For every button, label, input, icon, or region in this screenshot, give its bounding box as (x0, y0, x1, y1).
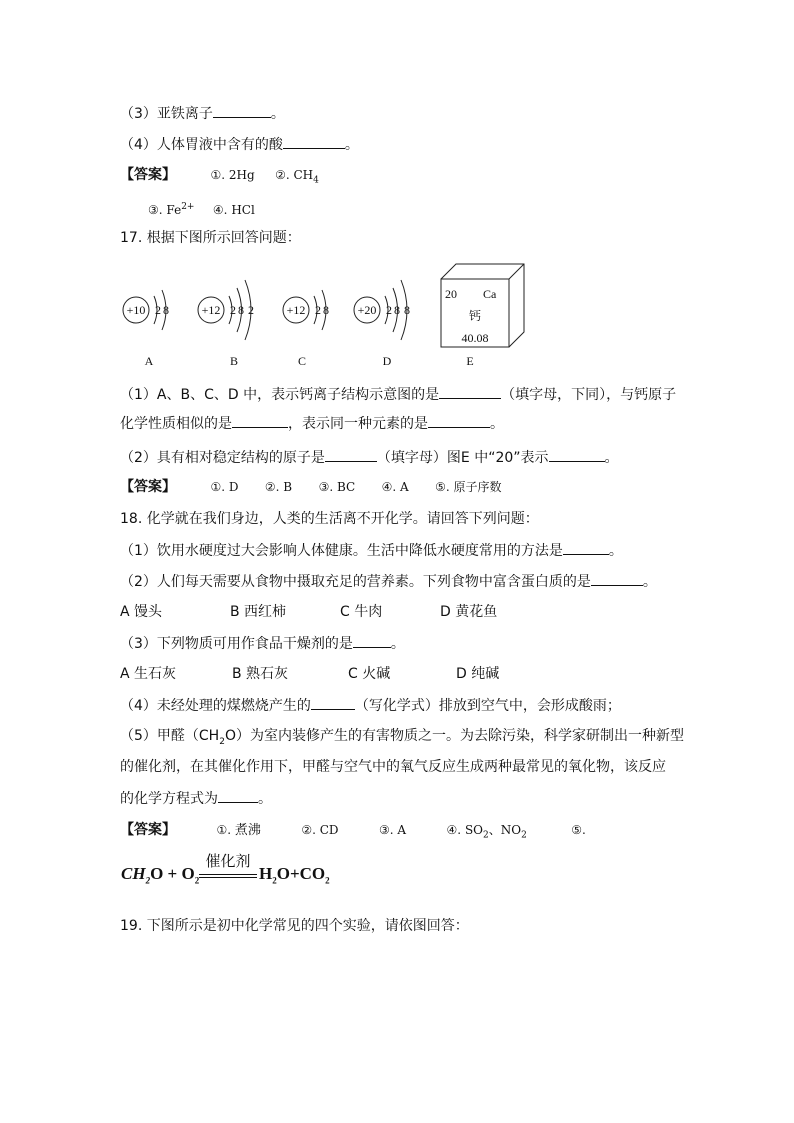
q19-title: 19. 下图所示是初中化学常见的四个实验，请依图回答： (120, 918, 469, 934)
q16-line-3: （3）亚铁离子 。 (120, 103, 285, 124)
option-d: D 纯碱 (456, 666, 500, 682)
equation-line-2 (199, 877, 257, 878)
diagram-label-e: E (466, 354, 474, 368)
option-d: D 黄花鱼 (440, 604, 498, 620)
option-c: C 牛肉 (340, 604, 383, 620)
atom-d-shell-3: 8 (404, 303, 410, 317)
q18-part-5-end: 的化学方程式为 。 (120, 788, 272, 809)
answer-3: ③. $Fe^{2+}$ (148, 202, 195, 217)
answer-blank (591, 571, 643, 586)
element-mass: 40.08 (461, 331, 489, 345)
q16-answer-2 (148, 197, 255, 220)
atom-d-shell-1: 2 (386, 303, 392, 317)
atom-d-nucleus: +20 (357, 303, 377, 317)
answer-4: ④. $SO_2$、$NO_2$ (446, 823, 527, 841)
diagram-label-d: D (382, 354, 392, 368)
answer-blank (428, 413, 490, 428)
atom-b-nucleus: +12 (201, 303, 221, 317)
answer-1: ①. 煮沸 (216, 823, 261, 838)
atom-a-shell-1: 2 (155, 303, 161, 317)
answer-4: ④. A (381, 480, 409, 494)
q18-title: 18. 化学就在我们身边，人类的生活离不开化学。请回答下列问题： (120, 511, 539, 527)
answer-blank (439, 384, 501, 399)
answer-2: ②. $CH_4$ (275, 168, 319, 186)
atom-b-shell-2: 8 (238, 303, 244, 317)
atom-a-nucleus: +10 (126, 303, 146, 317)
answer-1: ①. 2Hg (210, 168, 255, 182)
atom-c-nucleus: +12 (286, 303, 306, 317)
equation-catalyst: 催化剂 (205, 852, 251, 870)
answer-2: ②. B (264, 480, 293, 494)
diagram-label-a: A (144, 354, 154, 368)
q18-answer: 【答案】 ①. 煮沸 ②. CD ③. A ④. $SO_2$、$NO_2$ ⑤. (120, 822, 586, 841)
option-b: B 熟石灰 (232, 666, 289, 682)
q17-part-1: （1）A、B、C、D 中，表示钙离子结构示意图的是 （填字母，下同），与钙原子 (120, 384, 676, 405)
answer-blank (563, 540, 609, 555)
q18-options-3 (120, 664, 499, 684)
q17-part-2: （2）具有相对稳定结构的原子是 （填字母）图E 中“20”表示 。 (120, 447, 619, 468)
diagram-label-b: B (229, 354, 239, 368)
element-number: 20 (445, 287, 457, 301)
answer-blank (311, 695, 355, 710)
equation-lhs: $CH_2O + O_2$ (121, 864, 200, 886)
equation-rhs: $H_2O+CO_2$ (259, 864, 330, 886)
option-a: A 馒头 (120, 604, 163, 620)
q18-options-2 (120, 602, 497, 622)
option-b: B 西红柿 (230, 604, 287, 620)
q18-part-2: （2）人们每天需要从食物中摄取充足的营养素。下列食物中富含蛋白质的是 。 (120, 571, 657, 592)
q18-part-5-cont: 的催化剂，在其催化作用下，甲醛与空气中的氧气反应生成两种最常见的氧化物，该反应 (120, 759, 666, 775)
diagram-label-c: C (297, 354, 307, 368)
atom-a-shell-2: 8 (163, 303, 169, 317)
answer-blank (213, 103, 271, 118)
q16-answer: 【答案】 ①. 2Hg ②. $CH_4$ (120, 167, 319, 186)
q18-part-1: （1）饮用水硬度过大会影响人体健康。生活中降低水硬度常用的方法是 。 (120, 540, 623, 561)
q18-part-3: （3）下列物质可用作食品干燥剂的是 。 (120, 633, 405, 654)
atom-b-shell-3: 2 (248, 303, 254, 317)
answer-5: ⑤. (571, 823, 586, 837)
q17-part-1-cont: 化学性质相似的是 ，表示同一种元素的是 。 (120, 413, 504, 434)
element-symbol: Ca (483, 287, 497, 301)
answer-blank (218, 788, 258, 803)
q17-answer: 【答案】 ①. D ②. B ③. BC ④. A ⑤. 原子序数 (120, 479, 502, 495)
answer-blank (283, 134, 345, 149)
option-a: A 生石灰 (120, 666, 177, 682)
answer-blank (232, 413, 288, 428)
answer-3: ③. A (379, 823, 407, 837)
q16-line-4: （4）人体胃液中含有的酸 。 (120, 134, 359, 155)
q18-part-5: （5）甲醛$(CH_2O)$为室内装修产生的有害物质之一。为去除污染，科学家研制出一种新型 (120, 728, 684, 747)
atom-c-shell-1: 2 (315, 303, 321, 317)
answer-blank (353, 633, 391, 648)
answer-2: ②. CD (301, 823, 339, 837)
equation-line-1 (199, 874, 257, 875)
answer-blank (549, 447, 605, 462)
answer-1: ①. D (210, 480, 239, 494)
atom-c-shell-2: 8 (323, 303, 329, 317)
answer-blank (325, 447, 377, 462)
element-name: 钙 (468, 309, 482, 323)
atomic-structure-diagram (118, 258, 538, 368)
atom-b-shell-1: 2 (230, 303, 236, 317)
q18-part-4: （4）未经处理的煤燃烧产生的 （写化学式）排放到空气中，会形成酸雨； (120, 695, 621, 716)
option-c: C 火碱 (348, 666, 391, 682)
answer-5: ⑤. 原子序数 (435, 480, 502, 494)
atom-d-shell-2: 8 (394, 303, 400, 317)
answer-3: ③. BC (318, 480, 356, 494)
answer-4: ④. HCl (212, 203, 255, 217)
q17-title: 17. 根据下图所示回答问题： (120, 230, 301, 246)
